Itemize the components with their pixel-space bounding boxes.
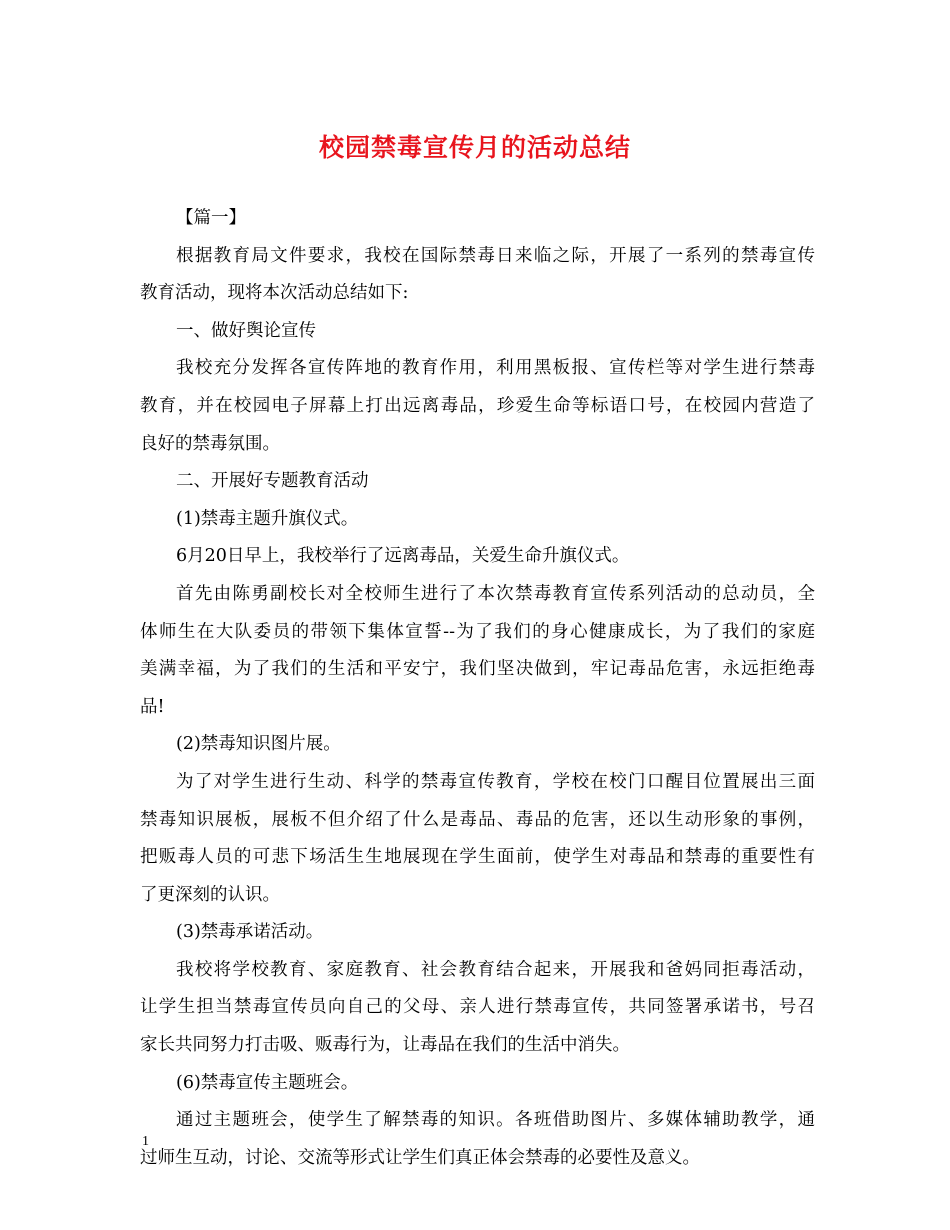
para5-line-2: 过师生互动，讨论、交流等形式让学生们真正体会禁毒的必要性及意义。 bbox=[140, 1147, 700, 1168]
page-number: 1 bbox=[142, 1134, 149, 1149]
heading-1: 一、做好舆论宣传 bbox=[176, 320, 316, 341]
subheading-1-text: 6月20日早上，我校举行了远离毒品，关爱生命升旗仪式。 bbox=[176, 546, 630, 567]
para4-line-3: 家长共同努力打击吸、贩毒行为，让毒品在我们的生活中消失。 bbox=[140, 1035, 630, 1056]
document-title: 校园禁毒宣传月的活动总结 bbox=[318, 133, 631, 162]
subheading-3: (3)禁毒承诺活动。 bbox=[176, 922, 324, 943]
subheading-4: (6)禁毒宣传主题班会。 bbox=[176, 1072, 359, 1093]
para1-line-3: 良好的禁毒氛围。 bbox=[140, 433, 280, 454]
intro-line-1: 根据教育局文件要求，我校在国际禁毒日来临之际，开展了一系列的禁毒宣传 bbox=[176, 245, 815, 266]
para1-line-1: 我校充分发挥各宣传阵地的教育作用，利用黑板报、宣传栏等对学生进行禁毒 bbox=[176, 358, 815, 379]
para2-line-2: 体师生在大队委员的带领下集体宣誓--为了我们的身心健康成长，为了我们的家庭 bbox=[140, 621, 815, 642]
para1-line-2: 教育，并在校园电子屏幕上打出远离毒品，珍爱生命等标语口号，在校园内营造了 bbox=[140, 395, 815, 416]
section-label: 【篇一】 bbox=[176, 208, 246, 228]
intro-line-2: 教育活动，现将本次活动总结如下: bbox=[140, 283, 409, 304]
para4-line-2: 让学生担当禁毒宣传员向自己的父母、亲人进行禁毒宣传，共同签署承诺书，号召 bbox=[140, 997, 815, 1018]
para2-line-3: 美满幸福，为了我们的生活和平安宁，我们坚决做到，牢记毒品危害，永远拒绝毒 bbox=[140, 659, 815, 680]
para3-line-1: 为了对学生进行生动、科学的禁毒宣传教育，学校在校门口醒目位置展出三面 bbox=[176, 771, 815, 792]
para3-line-4: 了更深刻的认识。 bbox=[140, 884, 280, 905]
para4-line-1: 我校将学校教育、家庭教育、社会教育结合起来，开展我和爸妈同拒毒活动， bbox=[176, 959, 815, 980]
para5-line-1: 通过主题班会，使学生了解禁毒的知识。各班借助图片、多媒体辅助教学，通 bbox=[176, 1110, 815, 1131]
para3-line-3: 把贩毒人员的可悲下场活生生地展现在学生面前，使学生对毒品和禁毒的重要性有 bbox=[140, 847, 815, 868]
para2-line-1: 首先由陈勇副校长对全校师生进行了本次禁毒教育宣传系列活动的总动员，全 bbox=[176, 583, 815, 604]
document-body bbox=[140, 200, 815, 1177]
subheading-2: (2)禁毒知识图片展。 bbox=[176, 734, 341, 755]
subheading-1: (1)禁毒主题升旗仪式。 bbox=[176, 508, 359, 529]
heading-2: 二、开展好专题教育活动 bbox=[176, 471, 369, 492]
para2-line-4: 品! bbox=[140, 696, 165, 717]
para3-line-2: 禁毒知识展板，展板不但介绍了什么是毒品、毒品的危害，还以生动形象的事例， bbox=[140, 809, 815, 830]
